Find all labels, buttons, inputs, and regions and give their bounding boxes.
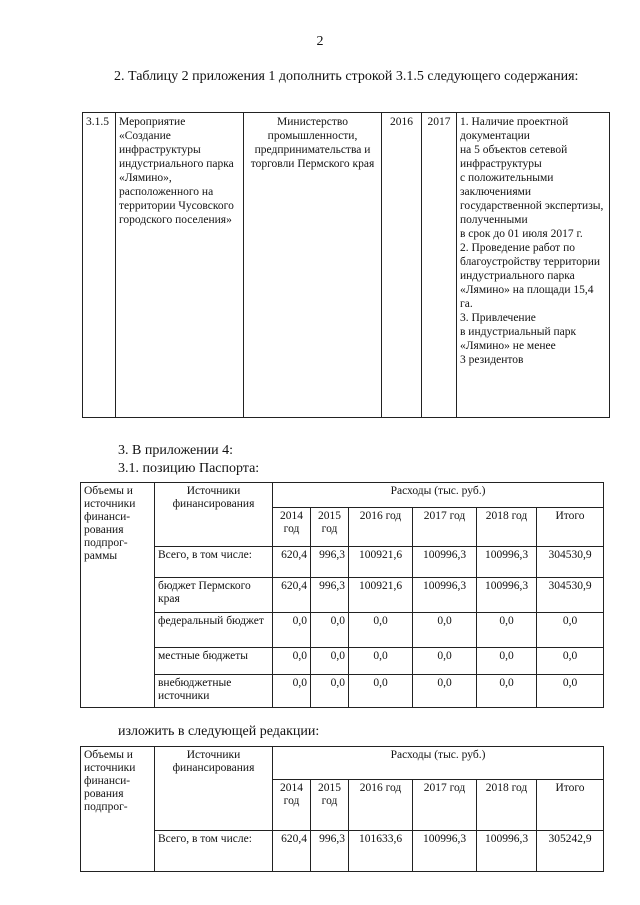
paragraph-2: 2. Таблицу 2 приложения 1 дополнить строкой 3.1.5 следующего содержания:: [114, 69, 579, 84]
value-cell: 0,0: [349, 613, 413, 648]
table-header-row: [81, 747, 604, 780]
value-cell: 100921,6: [349, 578, 413, 613]
paragraph-new-edition: изложить в следующей редакции:: [118, 724, 320, 739]
value-cell: 0,0: [537, 613, 604, 648]
result-line: 2. Проведение работ по благоустройству территории индустриального парка «Лямино» на площади 15,4 га.: [460, 242, 601, 310]
table-row: [81, 675, 604, 708]
total-header: Итого: [537, 779, 604, 830]
year-header: 2017 год: [413, 508, 477, 547]
result-line: 1. Наличие проектной документации: [460, 116, 569, 142]
source-name: федеральный бюджет: [155, 613, 273, 648]
value-cell: 996,3: [311, 578, 349, 613]
value-cell: 101633,6: [349, 831, 413, 872]
table-row: [83, 113, 610, 418]
year-start-cell: 2016: [382, 113, 422, 418]
result-line: 3 резидентов: [460, 354, 524, 366]
year-header: 2016 год: [349, 779, 413, 830]
value-cell: 620,4: [273, 831, 311, 872]
label-cell: Объемы и источники финанси-рования подпрог-раммы: [81, 483, 155, 708]
expenses-header: Расходы (тыс. руб.): [273, 747, 604, 780]
value-cell: 304530,9: [537, 578, 604, 613]
passport-table-old: [80, 482, 604, 708]
event-cell: Мероприятие «Создание инфраструктуры индустриального парка «Лямино», расположенного на территории Чусовского городского поселения»: [116, 113, 244, 418]
year-end-cell: 2017: [422, 113, 457, 418]
page-number: 2: [316, 34, 324, 49]
sources-header: Источники финансирования: [155, 483, 273, 547]
total-header: Итого: [537, 508, 604, 547]
table-row: [81, 578, 604, 613]
value-cell: 0,0: [477, 613, 537, 648]
value-cell: 100996,3: [413, 831, 477, 872]
value-cell: 0,0: [311, 648, 349, 675]
year-header: 2018 год: [477, 508, 537, 547]
table-header-row: [81, 483, 604, 508]
value-cell: 100921,6: [349, 547, 413, 578]
table-row: [81, 831, 604, 872]
sources-header: Источники финансирования: [155, 747, 273, 831]
value-cell: 0,0: [537, 675, 604, 708]
value-cell: 996,3: [311, 547, 349, 578]
value-cell: 620,4: [273, 547, 311, 578]
table-row: [81, 547, 604, 578]
results-cell: [457, 113, 610, 418]
value-cell: 0,0: [477, 675, 537, 708]
value-cell: 0,0: [537, 648, 604, 675]
value-cell: 0,0: [413, 648, 477, 675]
value-cell: 100996,3: [477, 578, 537, 613]
passport-table-new: [80, 746, 604, 872]
value-cell: 0,0: [349, 648, 413, 675]
value-cell: 0,0: [311, 613, 349, 648]
year-header: 2016 год: [349, 508, 413, 547]
value-cell: 620,4: [273, 578, 311, 613]
value-cell: 0,0: [413, 613, 477, 648]
value-cell: 305242,9: [537, 831, 604, 872]
result-line: в срок до 01 июля 2017 г.: [460, 228, 583, 240]
table-row: [81, 648, 604, 675]
result-line: полученными: [460, 214, 528, 226]
year-header: 2014 год: [273, 779, 311, 830]
result-line: 3. Привлечение: [460, 312, 536, 324]
source-name: бюджет Пермского края: [155, 578, 273, 613]
result-line: с положительными заключениями государственной экспертизы,: [460, 172, 604, 212]
value-cell: 0,0: [273, 613, 311, 648]
result-line: в индустриальный парк «Лямино» не менее: [460, 326, 577, 352]
source-name: местные бюджеты: [155, 648, 273, 675]
executor-cell: Министерство промышленности, предпринимательства и торговли Пермского края: [244, 113, 382, 418]
year-header: 2014 год: [273, 508, 311, 547]
expenses-header: Расходы (тыс. руб.): [273, 483, 604, 508]
year-header: 2017 год: [413, 779, 477, 830]
year-header: 2018 год: [477, 779, 537, 830]
paragraph-3-1: 3.1. позицию Паспорта:: [118, 461, 260, 476]
row-number: 3.1.5: [83, 113, 116, 418]
paragraph-3: 3. В приложении 4:: [118, 443, 234, 458]
value-cell: 100996,3: [477, 831, 537, 872]
source-name: внебюджетные источники: [155, 675, 273, 708]
result-line: на 5 объектов сетевой инфраструктуры: [460, 144, 568, 170]
program-table-row-315: [82, 112, 610, 418]
year-header: 2015 год: [311, 779, 349, 830]
value-cell: 0,0: [413, 675, 477, 708]
value-cell: 100996,3: [413, 578, 477, 613]
table-row: [81, 613, 604, 648]
source-name: Всего, в том числе:: [155, 547, 273, 578]
value-cell: 0,0: [477, 648, 537, 675]
value-cell: 996,3: [311, 831, 349, 872]
value-cell: 0,0: [349, 675, 413, 708]
label-cell: Объемы и источники финанси-рования подпрог-: [81, 747, 155, 872]
value-cell: 304530,9: [537, 547, 604, 578]
value-cell: 0,0: [273, 648, 311, 675]
year-header: 2015 год: [311, 508, 349, 547]
value-cell: 100996,3: [413, 547, 477, 578]
value-cell: 100996,3: [477, 547, 537, 578]
value-cell: 0,0: [273, 675, 311, 708]
value-cell: 0,0: [311, 675, 349, 708]
source-name: Всего, в том числе:: [155, 831, 273, 872]
